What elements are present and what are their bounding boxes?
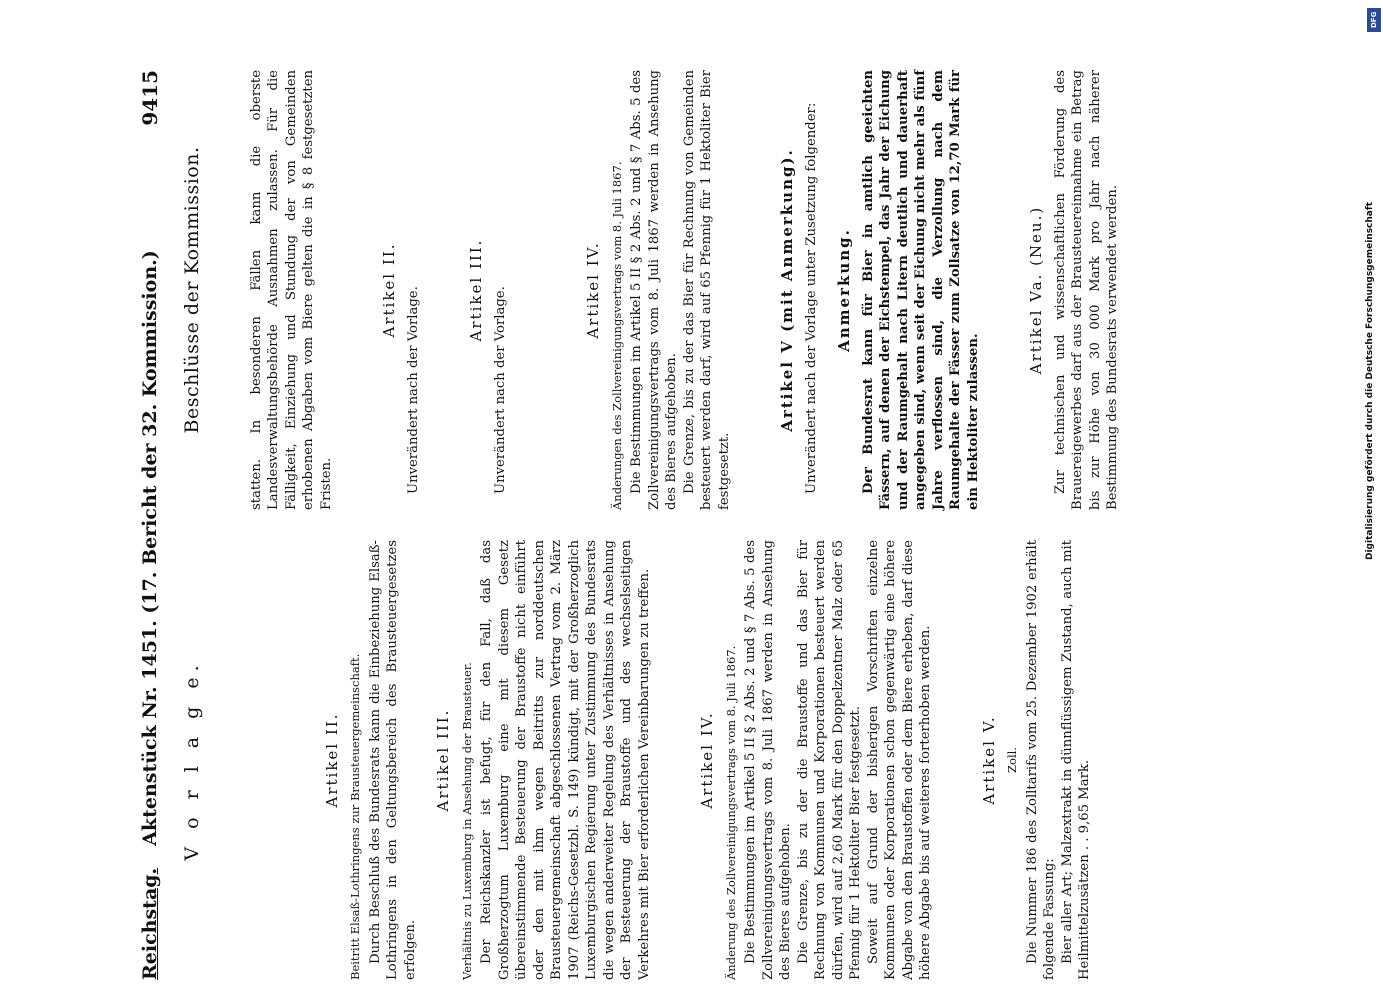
left-article-4-title: Artikel IV. xyxy=(698,711,716,809)
left-article-4-text-1: Die Bestimmungen im Artikel 5 II § 2 Abs. 2 und § 7 Abs. 5 des Zollvereinigungsvertrags vom 8. Juli 1867 werden in Ansehung des Bieres aufgehoben. xyxy=(743,540,793,980)
left-article-2-subtitle: Beitritt Elsaß-Lothringens zur Brausteuergemeinschaft. xyxy=(348,653,362,980)
dfg-logo: DFG xyxy=(1367,8,1381,32)
left-article-5-title: Artikel V. xyxy=(979,715,998,805)
header-left: Reichstag. xyxy=(139,867,161,980)
rotated-document xyxy=(130,50,1383,1000)
left-article-3-subtitle: Verhältnis zu Luxemburg in Ansehung der Brausteuer. xyxy=(459,662,474,980)
right-article-4-subtitle: Änderungen des Zollvereinigungsvertrags vom 8. Juli 1867. xyxy=(609,161,624,510)
right-article-3-text: Unverändert nach der Vorlage. xyxy=(492,286,508,494)
right-note-text: Der Bundesrat kann für Bier in amtlich geeichten Fässern, auf denen der Eichstempel, das Jahr der Eichung und der Raumgehalt nach Litern deutlich und dauerhaft angegeben sind, wenn seit der Eichung nicht mehr als fünf Jahre verflossen sind, die Verzollung nach dem Raumgehalte der Fässer zum Zollsatze von 12,70 Mark für ein Hektoliter zulassen. xyxy=(860,70,981,510)
left-article-5-subtitle: Zoll. xyxy=(1005,747,1019,773)
page-number: 9415 xyxy=(138,70,162,126)
left-article-5-text-2: Bier aller Art; Malzextrakt in dünnflüssigem Zustand, auch mit Heilmittelzusätzen . . 9,65 Mark. xyxy=(1059,540,1092,980)
left-article-4-text-2: Die Grenze, bis zu der die Braustoffe und das Bier für Rechnung von Kommunen und Korporationen besteuert werden dürfen, wird auf 2,60 Mark für den Doppelzentner Malz oder 65 Pfennig für 1 Hektoliter Bier festgesetzt. xyxy=(795,540,863,980)
left-article-2-text: Durch Beschluß des Bundesrats kann die Einbeziehung Elsaß-Lothringens in den Geltungsbereich des Brausteuergesetzes erfolgen. xyxy=(367,540,418,980)
right-intro-text: statten. In besonderen Fällen kann die oberste Landesverwaltungsbehörde Ausnahmen zulassen. Für die Fälligkeit, Einziehung und Stundung der von Gemeinden erhobenen Abgaben vom Biere gelten die in § 8 festgesetzten Fristen. xyxy=(248,70,334,510)
right-article-2-title: Artikel II. xyxy=(380,242,398,338)
digitization-note: Digitalisierung gefördert durch die Deutsche Forschungsgemeinschaft xyxy=(1365,201,1375,560)
left-column-title: V o r l a g e. xyxy=(181,659,203,861)
left-article-3-title: Artikel III. xyxy=(434,708,452,812)
right-column-title: Beschlüsse der Kommission. xyxy=(181,146,203,434)
right-article-4-text-1: Die Bestimmungen im Artikel 5 II § 2 Abs. 2 und § 7 Abs. 5 des Zollvereinigungsvertrags vom 8. Juli 1867 werden in Ansehung des Bieres aufgehoben. xyxy=(629,70,679,510)
right-column xyxy=(180,70,1122,510)
right-article-4-title: Artikel IV. xyxy=(584,241,602,339)
left-article-4-text-3: Soweit auf Grund der bisherigen Vorschriften einzelne Kommunen oder Korporationen schon gegenwärtig eine höhere Abgabe von den Braustoffen oder dem Biere erheben, darf diese höhere Abgabe bis auf weiteres forterhoben werden. xyxy=(865,540,933,980)
header-title: Aktenstück Nr. 1451. (17. Bericht der 32. Kommission.) xyxy=(139,250,161,846)
right-article-5-title: Artikel V (mit Anmerkung). xyxy=(778,148,796,432)
right-article-5a-title: Artikel Va. (Neu.) xyxy=(1027,205,1045,375)
left-article-3-text: Der Reichskanzler ist befugt, für den Fall, daß das Großherzogtum Luxemburg eine mit diesem Gesetz übereinstimmende Besteuerung der Braustoffe nicht einführt oder den mit ihm wegen Beitritts zur norddeutschen Brausteuergemeinschaft abgeschlossenen Vertrag vom 2. März 1907 (Reichs-Gesetzbl. S. 149) kündigt, mit der Großherzoglich Luxemburgischen Regierung unter Zustimmung des Bundesrats die wegen anderweiter Regelung des Verhältnisses in Ansehung der Besteuerung der Braustoffe und des wechselseitigen Verkehres mit Bier erforderlichen Vereinbarungen zu treffen. xyxy=(479,540,652,980)
right-article-4-text-2: Die Grenze, bis zu der das Bier für Rechnung von Gemeinden besteuert werden darf, wird auf 65 Pfennig für 1 Hektoliter Bier festgesetzt. xyxy=(681,70,732,510)
left-article-2-title: Artikel II. xyxy=(322,712,341,808)
left-column xyxy=(180,540,1094,980)
page-header xyxy=(130,70,170,980)
right-article-5a-text: Zur technischen und wissenschaftlichen Förderung des Brauereigewerbes darf aus der Brausteuereinnahme ein Betrag bis zur Höhe von 30 000 Mark pro Jahr nach näherer Bestimmung des Bundesrats verwendet werden. xyxy=(1052,70,1120,510)
right-note-title: Anmerkung. xyxy=(835,228,853,352)
right-article-3-title: Artikel III. xyxy=(467,238,485,342)
left-article-5-text-1: Die Nummer 186 des Zolltarifs vom 25. Dezember 1902 erhält folgende Fassung: xyxy=(1024,540,1057,980)
right-article-5-intro: Unverändert nach der Vorlage unter Zusetzung folgender: xyxy=(803,102,819,494)
left-article-4-subtitle: Änderung des Zollvereinigungsvertrags vom 8. Juli 1867. xyxy=(723,645,738,980)
right-article-2-text: Unverändert nach der Vorlage. xyxy=(405,286,421,494)
